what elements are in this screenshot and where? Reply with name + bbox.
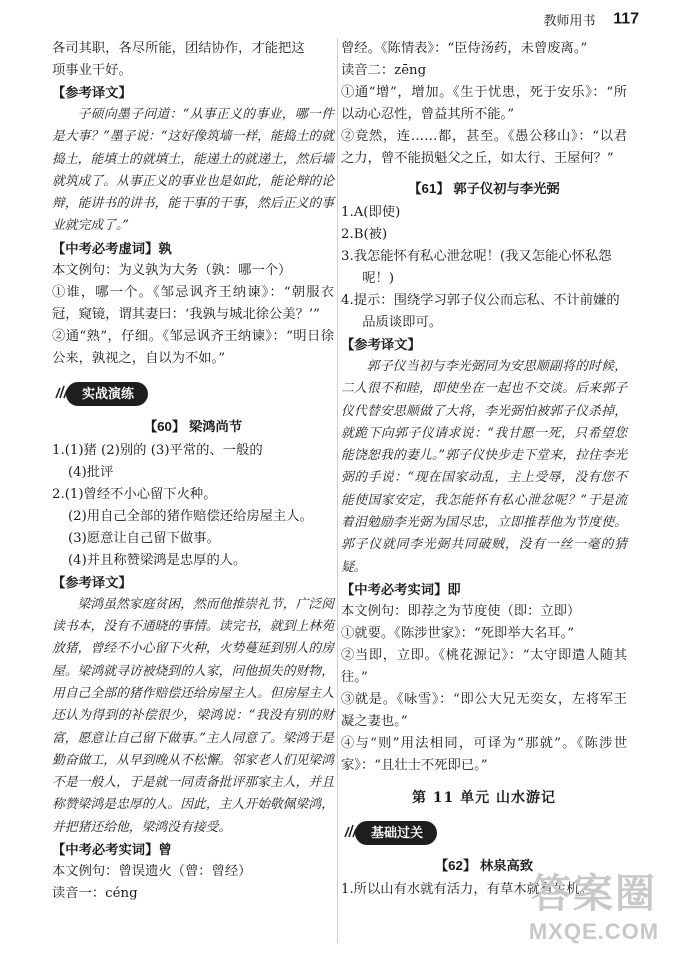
watermark-url: MXQE.COM	[528, 919, 660, 944]
section-tag-reference-translation: 【参考译文】	[341, 337, 421, 352]
lesson-title: 【60】 梁鸿尚节	[143, 418, 243, 434]
right-column	[341, 38, 627, 901]
definition-item: ②当即，立即。《桃花源记》：“太守即遣人随其往。”	[341, 647, 627, 685]
watermark-text: 答案圈	[531, 872, 657, 916]
answer-line: 1.(1)猪 (2)别的 (3)平常的、一般的	[52, 442, 263, 458]
header-label: 教师用书	[543, 13, 596, 28]
definition-item: ②竟然，连……都，甚至。《愚公移山》：“以君之力，曾不能损魁父之丘，如太行、王屋何？”	[341, 129, 627, 166]
lesson-title: 【62】 林泉高致	[434, 857, 534, 873]
section-tag-reference-translation: 【参考译文】	[52, 85, 132, 100]
section-tag-function-word: 【中考必考虚词】孰	[52, 240, 172, 256]
badge-practice: 实战演练	[66, 382, 148, 406]
pronunciation-line: 读音二：zēng	[341, 63, 427, 78]
section-tag-content-word: 【中考必考实词】即	[341, 581, 461, 597]
definition-item: ②通“熟”，仔细。《邹忌讽齐王纳谏》：“明日徐公来，孰视之，自以为不如。”	[52, 328, 334, 366]
text-line: 各司其职，各尽所能，团结协作，才能把这	[52, 41, 305, 56]
unit-title: 第 11 单元 山水游记	[411, 789, 557, 806]
reference-translation-text: 郭子仪当初与李光弼同为安思顺副将的时候，二人很不和睦，即使坐在一起也不交谈。后来郭子仪代替安思顺做了大将，李光弼怕被郭子仪杀掉，就跪下向郭子仪请求说：“我甘愿一死，只希望您能饶恕我的妻儿。”郭子仪快步走下堂来，拉住李光弼的手说：“现在国家动乱，主上受辱，没有您不能使国家安定，我怎能怀有私心泄忿呢？”于是流着泪勉励李光弼为国尽忠，立即推荐他为节度使。郭子仪就同李光弼共同破贼，没有一丝一毫的猜疑。	[341, 359, 627, 575]
watermark-logo	[519, 869, 669, 949]
section-badge	[341, 819, 627, 847]
example-sentence: 本文例句：曾误遗火（曾：曾经）	[52, 864, 252, 880]
answer-line: 2.(1)曾经不小心留下火种。	[52, 486, 217, 502]
text-line: 曾经。《陈情表》：“臣侍汤药，未曾废离。”	[341, 41, 588, 56]
example-sentence: 本文例句：即荐之为节度使（即：立即）	[341, 603, 581, 619]
badge-basics: 基础过关	[355, 821, 437, 845]
lesson-title: 【61】 郭子仪初与李光弼	[408, 181, 560, 196]
answer-line: (2)用自己全部的猪作赔偿还给房屋主人。	[67, 508, 313, 524]
definition-item: ④与“则”用法相同，可译为“那就”。《陈涉世家》：“且壮士不死即已。”	[341, 735, 627, 773]
page-header	[544, 10, 639, 32]
answer-line: 1.所以山有水就有活力，有草木就有生机。	[341, 881, 594, 897]
page-number: 117	[613, 10, 639, 28]
answer-line: 1.A(即使)	[341, 205, 401, 220]
definition-item: ①通“增”，增加。《生于忧患，死于安乐》：“所以动心忍性，曾益其所不能。”	[341, 85, 627, 122]
column-divider	[337, 38, 338, 943]
answer-line: (4)批评	[67, 464, 114, 480]
answer-line: (3)愿意让自己留下做事。	[67, 530, 220, 546]
answer-line: 2.B(被)	[341, 227, 388, 242]
section-tag-reference-translation: 【参考译文】	[52, 574, 132, 590]
answer-line: 3.我怎能怀有私心泄忿呢！(我又怎能心怀私怨呢！)	[341, 249, 612, 286]
reference-translation-text: 子硕向墨子问道：“从事正义的事业，哪一件是大事？”墨子说：“这好像筑墙一样，能捣土的就捣土，能填土的就填土，能递土的就递土，然后墙就筑成了。从事正义的事业也是如此，能论辩的论辩，能讲书的讲书，能干事的干事，然后正义的事业就完成了。”	[52, 107, 334, 234]
answer-line: 4.提示：围绕学习郭子仪公而忘私、不计前嫌的品质谈即可。	[341, 293, 620, 330]
text-line: 项事业干好。	[52, 63, 132, 78]
definition-item: ③就是。《咏雪》：“即公大兄无奕女，左将军王凝之妻也。”	[341, 691, 627, 729]
section-tag-content-word: 【中考必考实词】曾	[52, 842, 172, 858]
definition-item: ①谁，哪一个。《邹忌讽齐王纳谏》：“朝服衣冠，窥镜，谓其妻曰：‘我孰与城北徐公美？’”	[52, 284, 334, 322]
reference-translation-text: 梁鸿虽然家庭贫困，然而他推崇礼节，广泛阅读书本，没有不通晓的事情。读完书，就到上林苑放猪，曾经不小心留下火种，火势蔓延到别人的房屋。梁鸿就寻访被烧到的人家，问他损失的财物，用自己全部的猪作赔偿还给房屋主人。但房屋主人还认为得到的补偿很少，梁鸿说：“我没有别的财富，愿意让自己留下做事。”主人同意了。梁鸿于是勤奋做工，从早到晚从不松懈。邻家老人们见梁鸿不是一般人，于是就一同责备批评那家主人，并且称赞梁鸿是忠厚的人。因此，主人开始敬佩梁鸿，并把猪还给他，梁鸿没有接受。	[52, 596, 334, 835]
example-sentence: 本文例句：为义孰为大务（孰：哪一个）	[52, 262, 292, 278]
section-badge	[52, 380, 334, 408]
pronunciation-line: 读音一：céng	[52, 886, 138, 902]
left-column	[52, 38, 334, 905]
answer-line: (4)并且称赞梁鸿是忠厚的人。	[67, 552, 247, 568]
definition-item: ①就要。《陈涉世家》：“死即举大名耳。”	[341, 625, 574, 641]
